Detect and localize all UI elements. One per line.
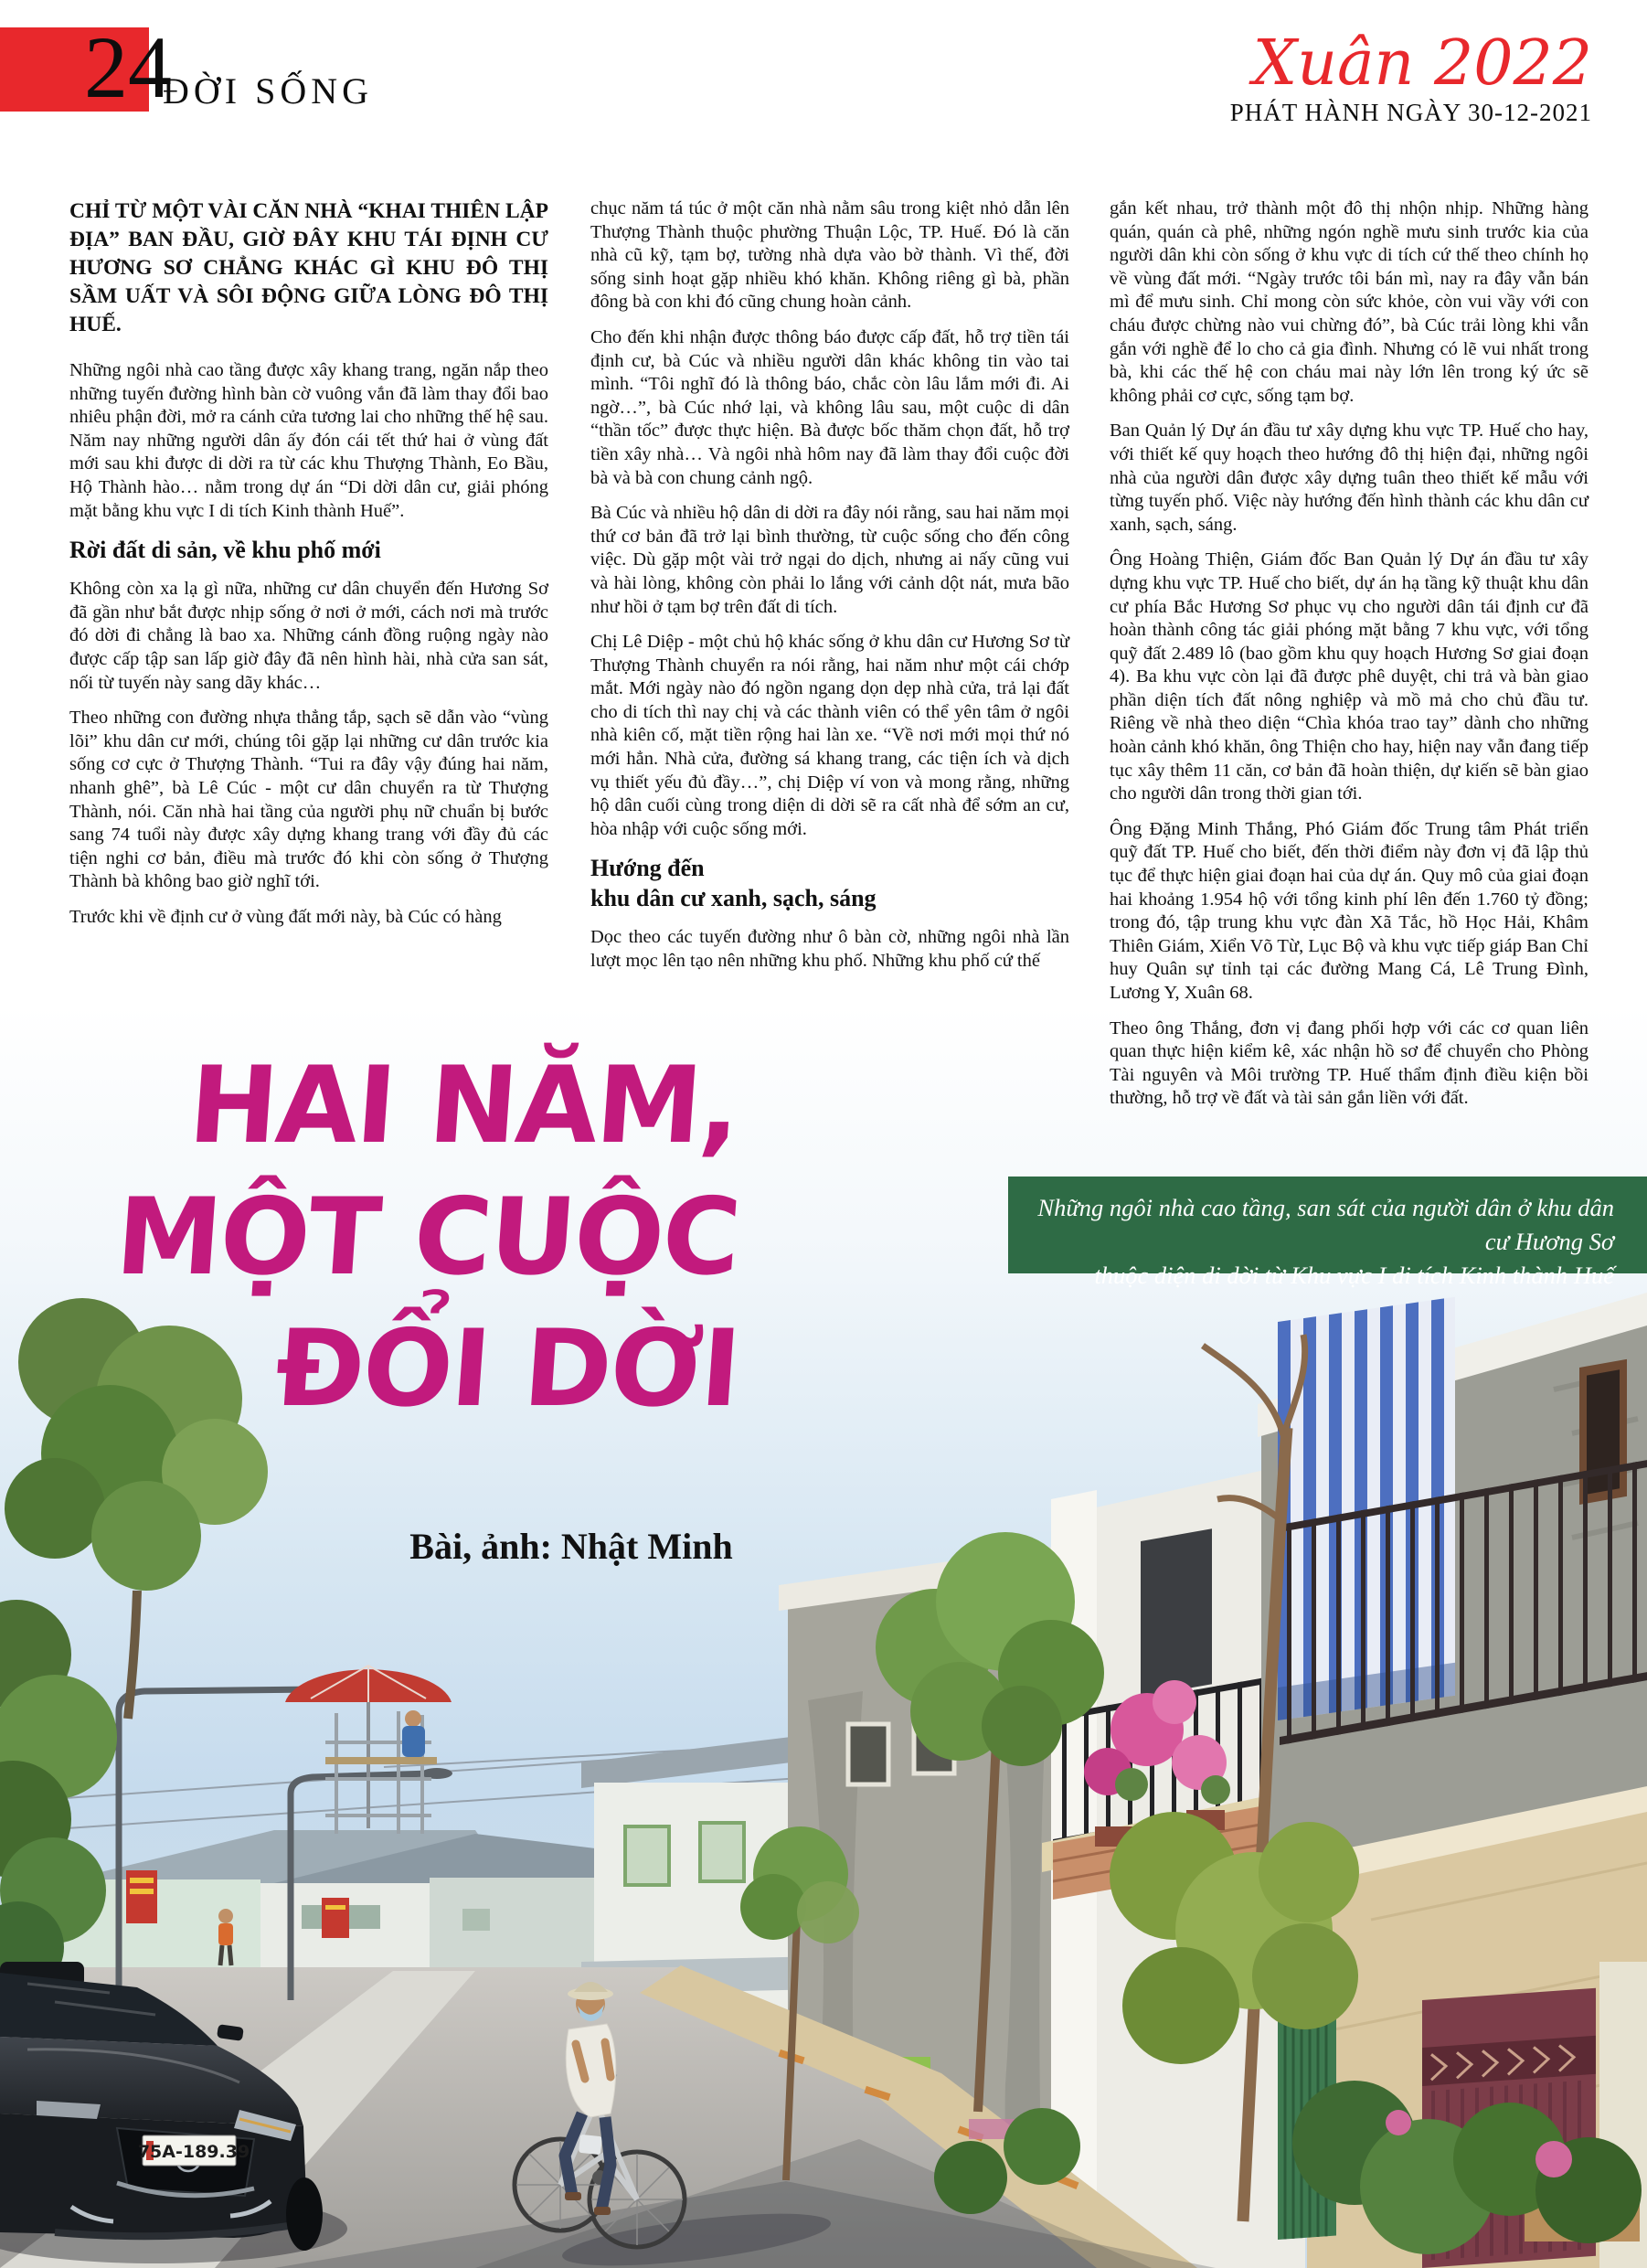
paragraph: Dọc theo các tuyến đường như ô bàn cờ, những ngôi nhà lần lượt mọc lên tạo nên những khu phố. Những khu phố cứ thế <box>590 927 1069 972</box>
caption-line-2: thuộc diện di dời từ Khu vực I di tích Kinh thành Huế <box>1094 1262 1614 1289</box>
subhead-line: khu dân cư xanh, sạch, sáng <box>590 885 877 912</box>
paragraph: Ông Đặng Minh Thắng, Phó Giám đốc Trung tâm Phát triển quỹ đất TP. Huế cho biết, đến thời điểm này đơn vị đã lập thủ tục để thực hiện giai đoạn hai của dự án. Quy mô của giai đoạn hai khoảng 1.954 hộ với tổng kinh phí lên đến 1.760 tỷ đồng; trong đó, tập trung khu vực đàn Xã Tắc, hồ Học Hải, Khâm Thiên Giám, Xiển Võ Từ, Lục Bộ và khu vực tiếp giáp Ban Chỉ huy Quân sự tỉnh tại các đường Mang Cá, Lê Trung Đình, Lương Y, Xuân 68. <box>1110 818 1589 1003</box>
headline-line-2: MỘT CUỘC <box>112 1176 743 1299</box>
edition-title: Xuân 2022 <box>1252 27 1592 100</box>
article-column-2 <box>590 197 1069 985</box>
paragraph: Không còn xa lạ gì nữa, những cư dân chuyển đến Hương Sơ đã gần như bắt được nhịp sống ở nơi ở mới, cách nơi mà trước đó dời đi chẳng là bao xa. Những cánh đồng ruộng ngày nào được cấp tập san lấp giờ đây đã nên hình hài, nhà cửa san sát, nối từ tuyến này sang dãy khác… <box>69 579 548 693</box>
publish-date: PHÁT HÀNH NGÀY 30-12-2021 <box>1229 99 1592 126</box>
paragraph: Chị Lê Diệp - một chủ hộ khác sống ở khu dân cư Hương Sơ từ Thượng Thành chuyển ra nói rằng, hai năm như một cái chớp mắt. Mới ngày nào đó ngồn ngang dọn dẹp nhà cửa, trả lại đất cho di tích thì nay chị và các thành viên có thể yên tâm ở ngôi nhà kiên cố, mặt tiền rộng hai làn xe. “Về nơi mới mọi thứ nó mới hẳn. Nhà cửa, đường sá khang trang, các tiện ích và dịch vụ thiết yếu đủ đầy…”, chị Diệp ví von và mong rằng, những hộ dân cuối cùng trong diện di dời sẽ ra cất nhà để sớm an cư, hòa nhập với cuộc sống mới. <box>590 632 1069 839</box>
paragraph: gắn kết nhau, trở thành một đô thị nhộn nhịp. Những hàng quán, quán cà phê, những ngón nghề mưu sinh trước kia của người dân khi còn sống ở khu vực di tích cứ thế theo chính họ về vùng đất mới. “Ngày trước tôi bán mì, nay ra đây vẫn bán mì để mưu sinh. Chỉ mong còn sức khỏe, còn vui vầy với con cháu được chừng nào vui chừng đó”, bà Cúc trải lòng khi vẫn gắn với nghề để lo cho cả gia đình. Nhưng có lẽ vui nhất trong bà, khi các thế hệ con cháu mai này lớn lên trong ký ức sẽ không phải cơ cực, sống tạm bợ. <box>1110 198 1589 406</box>
photo-caption <box>1008 1177 1647 1289</box>
paragraph: Bà Cúc và nhiều hộ dân di dời ra đây nói rằng, sau hai năm mọi thứ cơ bản đã trở lại bình thường, từ cuộc sống cho đến công việc. Dù gặp một vài trở ngại do dịch, nhưng ai nấy cũng vui và hài lòng, không còn phải lo lắng với cảnh dột nát, mưa bão như hồi ở tạm bợ trên đất di tích. <box>590 503 1069 617</box>
paragraph: Những ngôi nhà cao tầng được xây khang trang, ngăn nắp theo những tuyến đường hình bàn cờ vuông vắn đã làm thay đổi bao nhiêu phận đời, mở ra cánh cửa tương lai cho những thế hệ sau. Năm nay những người dân ấy đón cái tết thứ hai ở vùng đất mới sau khi được di dời ra từ các khu Thượng Thành, Eo Bầu, Hộ Thành hào… nằm trong dự án “Di dời dân cư, giải phóng mặt bằng khu vực I di tích Kinh thành Huế”. <box>69 360 548 521</box>
article-column-3 <box>1110 197 1589 1123</box>
paragraph: Theo những con đường nhựa thẳng tắp, sạch sẽ dẫn vào “vùng lõi” khu dân cư mới, chúng tôi gặp lại những cư dân trước kia sống cơ cực ở Thượng Thành. “Tui ra đây vậy đúng hai năm, nhanh ghê”, bà Lê Cúc - một cư dân chuyển ra từ Thượng Thành, nói. Căn nhà hai tầng của người phụ nữ chuẩn bị bước sang 74 tuổi này được xây dựng khang trang với đầy đủ các tiện nghi cơ bản, điều mà trước đó khi còn sống ở Thượng Thành bà không bao giờ nghĩ tới. <box>69 708 548 892</box>
subhead-line: Hướng đến <box>590 855 705 882</box>
headline <box>82 1040 743 1435</box>
paragraph: Ban Quản lý Dự án đầu tư xây dựng khu vực TP. Huế cho hay, với thiết kế quy hoạch theo hướng đô thị hiện đại, những ngôi nhà của người dân được xây dựng tuân theo thiết kế mẫu với từng tuyến phố. Việc này hướng đến hình thành các khu dân cư xanh, sạch, sáng. <box>1110 421 1589 535</box>
paragraph: Trước khi về định cư ở vùng đất mới này, bà Cúc có hàng <box>69 906 502 927</box>
license-plate-group <box>138 2135 250 2166</box>
caption-line-1: Những ngôi nhà cao tầng, san sát của người dân ở khu dân cư Hương Sơ <box>1037 1194 1614 1255</box>
byline: Bài, ảnh: Nhật Minh <box>409 1526 733 1567</box>
paragraph: Cho đến khi nhận được thông báo được cấp đất, hỗ trợ tiền tái định cư, bà Cúc và nhiều người dân khác không tin vào tai mình. “Tôi nghĩ đó là thông báo, chắc còn lâu lắm mới đi. Ai ngờ…”, bà Cúc nhớ lại, và không lâu sau, một cuộc di dân “thần tốc” được thực hiện. Bà được bốc thăm chọn đất, hỗ trợ tiền xây nhà… Và ngôi nhà hôm nay đã làm thay đổi cuộc đời bà và bà con chung cảnh ngộ. <box>590 326 1069 488</box>
lead-paragraph: CHỈ TỪ MỘT VÀI CĂN NHÀ “KHAI THIÊN LẬP ĐỊA” BAN ĐẦU, GIỜ ĐÂY KHU TÁI ĐỊNH CƯ HƯƠNG SƠ CHẲNG KHÁC GÌ KHU ĐÔ THỊ SẦM UẤT VÀ SÔI ĐỘNG GIỮA LÒNG ĐÔ THỊ HUẾ. <box>69 199 548 336</box>
paragraph: Theo ông Thắng, đơn vị đang phối hợp với các cơ quan liên quan thực hiện kiểm kê, xác nhận hồ sơ để chuyển cho Phòng Tài nguyên và Môi trường TP. Huế thẩm định điều kiện bồi thường, hỗ trợ về đất và tài sản gắn liền với đất. <box>1110 1017 1589 1109</box>
subhead-roi-dat-di-san: Rời đất di sản, về khu phố mới <box>69 537 381 564</box>
page-number: 24 <box>84 18 172 116</box>
subhead-huong-den <box>590 853 1069 913</box>
paragraph: chục năm tá túc ở một căn nhà nằm sâu trong kiệt nhỏ dẫn lên Thượng Thành thuộc phường Thuận Lộc, TP. Huế. Đó là căn nhà cũ kỹ, tạm bợ, tường nhà dựa vào bờ thành. Vì thế, đời sống sinh hoạt gặp nhiều khó khăn. Không riêng gì bà, phần đông bà con khi đó cũng chung hoàn cảnh. <box>590 198 1069 313</box>
article-column-1 <box>69 197 548 941</box>
license-plate: 75A-189.39 <box>137 2142 250 2162</box>
section-title: ĐỜI SỐNG <box>163 70 373 112</box>
headline-line-1: HAI NĂM, <box>185 1044 743 1167</box>
paragraph: Ông Hoàng Thiện, Giám đốc Ban Quản lý Dự án đầu tư xây dựng khu vực TP. Huế cho biết, dự án hạ tầng kỹ thuật khu dân cư phía Bắc Hương Sơ phục vụ cho người dân tái định cư đã hoàn thành công tác giải phóng mặt bằng 7 khu vực, với tổng quỹ đất 2.489 lô (bao gồm khu quy hoạch Hương Sơ giai đoạn 4). Ba khu vực còn lại đã được phê duyệt, chi trả và bàn giao phần diện tích đất nông nghiệp và mồ mả cho chủ đầu tư. Riêng về nhà theo diện “Chìa khóa trao tay” dành cho những hoàn cảnh khó khăn, ông Thiện cho hay, hiện nay vẫn đang tiếp tục xây thêm 11 căn, cơ bản đã hoàn thiện, dự kiến sẽ bàn giao cho người dân trong thời gian tới. <box>1110 549 1589 804</box>
headline-line-3: ĐỔI DỜI <box>271 1307 743 1431</box>
